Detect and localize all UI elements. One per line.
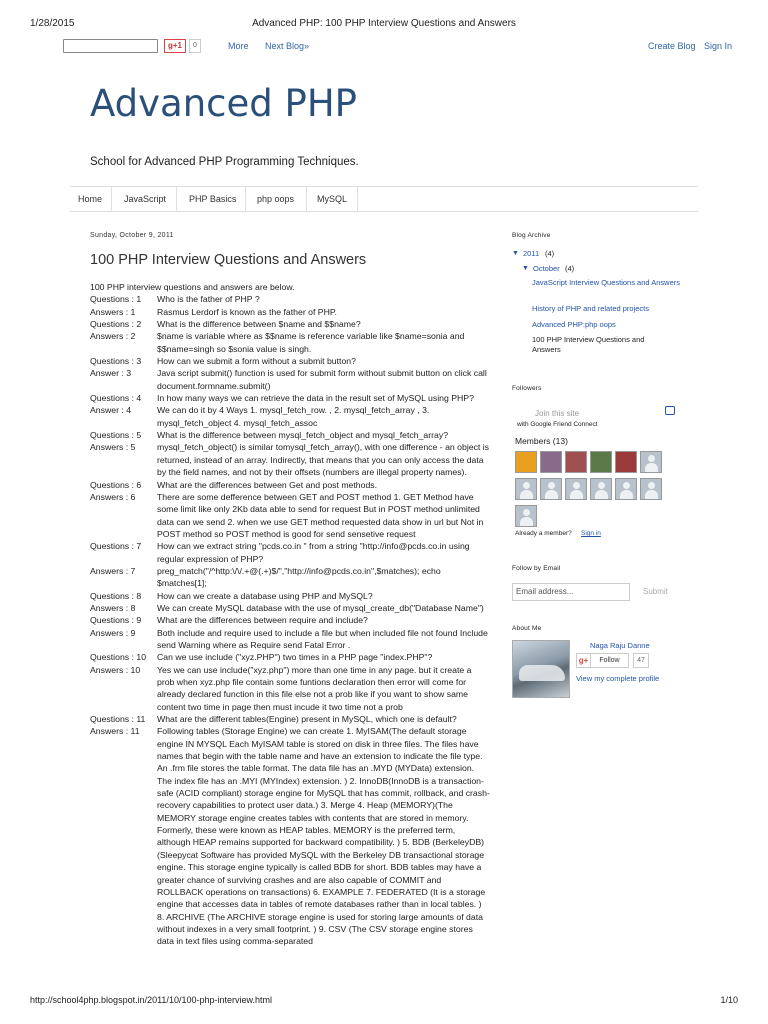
expand-down-icon[interactable]: ▼ <box>522 265 529 272</box>
tab-home[interactable]: Home <box>78 194 103 204</box>
blogger-navbar <box>60 36 740 58</box>
view-profile-link[interactable]: View my complete profile <box>576 674 660 683</box>
qa-row <box>90 614 490 626</box>
qa-row <box>90 565 490 590</box>
member-avatar[interactable] <box>615 478 637 500</box>
author-name-link[interactable]: Naga Raju Danne <box>590 641 650 650</box>
next-blog-link[interactable]: Next Blog» <box>265 41 310 51</box>
blog-description: School for Advanced PHP Programming Techniques. <box>90 156 359 168</box>
post-title[interactable]: 100 PHP Interview Questions and Answers <box>90 252 367 268</box>
qa-label: Questions : 3 <box>90 356 142 367</box>
qa-row <box>90 491 490 540</box>
member-avatar[interactable] <box>515 451 537 473</box>
sign-in-link[interactable]: Sign In <box>704 41 733 51</box>
qa-row <box>90 429 490 441</box>
qa-text: What are the differences between require and include? <box>157 615 368 626</box>
qa-label: Answer : 3 <box>90 368 132 379</box>
qa-label: Answers : 8 <box>90 602 136 613</box>
join-site-link[interactable]: Join this site <box>535 409 580 418</box>
qa-text: There are some defference between GET and POST method 1. GET Method have some limit like only 2Kb data able to send for request But in POST method unlimited data can we send 2. when we use GET method requested data show in url but Not in POST method so POST method is good for send sensetive request <box>157 491 484 539</box>
qa-text: How can we create a database using PHP and MySQL? <box>157 590 373 601</box>
qa-text: preg_match("/^http:\/\/.+@(.+)$/","http://info@pcds.co.in",$matches); echo $matches[1]; <box>157 565 441 589</box>
print-header <box>30 18 738 30</box>
qa-row <box>90 392 490 404</box>
already-member-text: Already a member? <box>515 530 572 537</box>
qa-row <box>90 602 490 614</box>
archive-post-link[interactable]: Advanced PHP:php oops <box>532 320 616 329</box>
archive-post-link[interactable]: History of PHP and related projects <box>532 304 650 313</box>
email-input[interactable]: Email address... <box>512 583 630 601</box>
qa-text: How can we extract string "pcds.co.in " from a string "http://info@pcds.co.in using regular expression of PHP? <box>157 541 470 564</box>
qa-text: $name is variable where as $$name is reference variable like $name=sonia and $$name=singh so $sonia value is singh. <box>157 331 465 354</box>
qa-label: Answers : 2 <box>90 331 136 342</box>
qa-row <box>90 590 490 602</box>
followers-heading: Followers <box>512 385 542 392</box>
archive-month-count: (4) <box>565 264 575 273</box>
page-tabs <box>70 186 698 212</box>
qa-text: Rasmus Lerdorf is known as the father of PHP. <box>157 306 337 317</box>
gplus-one-button[interactable]: g+1 <box>164 39 186 53</box>
qa-label: Questions : 11 <box>90 714 146 725</box>
qa-label: Answers : 10 <box>90 664 141 675</box>
member-avatar[interactable] <box>590 451 612 473</box>
qa-row <box>90 725 490 947</box>
qa-text: How can we submit a form without a submit button? <box>157 356 356 367</box>
qa-label: Answers : 7 <box>90 565 136 576</box>
qa-text: What are the differences between Get and post methods. <box>157 479 378 490</box>
gfc-text: with Google Friend Connect <box>517 421 598 428</box>
follow-email-heading: Follow by Email <box>512 565 561 572</box>
print-url: http://school4php.blogspot.in/2011/10/100-php-interview.html <box>30 995 272 1005</box>
qa-row <box>90 479 490 491</box>
qa-label: Answers : 9 <box>90 627 136 638</box>
qa-row <box>90 330 490 355</box>
blog-title[interactable]: Advanced PHP <box>90 82 357 125</box>
qa-label: Answer : 4 <box>90 405 132 416</box>
author-photo[interactable] <box>512 640 570 698</box>
qa-label: Questions : 9 <box>90 615 142 626</box>
qa-label: Questions : 7 <box>90 541 142 552</box>
member-avatar[interactable] <box>615 451 637 473</box>
post-intro: 100 PHP interview questions and answers are below. <box>90 282 295 292</box>
more-link[interactable]: More <box>228 41 249 51</box>
qa-text: What are the different tables(Engine) present in MySQL, which one is default? <box>157 714 457 725</box>
qa-text: Both include and require used to include a file but when included file not found Include send Warning where as Require send Fatal Error . <box>157 627 488 650</box>
print-date: 1/28/2015 <box>30 18 75 29</box>
submit-button[interactable]: Submit <box>643 587 668 596</box>
qa-row <box>90 441 490 478</box>
qa-label: Questions : 10 <box>90 652 147 663</box>
qa-text: Who is the father of PHP ? <box>157 294 260 305</box>
member-avatar[interactable] <box>540 451 562 473</box>
qa-text: Yes we can use include("xyz.php") more than one time in any page. but it create a prob when xyz.php file contain some funtions declaration then error will come for already declared function in this file else not a prob like if you want to show same content two time in page then must incude it two time not a prob <box>157 664 472 712</box>
print-page-number: 1/10 <box>720 995 738 1005</box>
tab-mysql[interactable]: MySQL <box>317 194 348 204</box>
follow-button[interactable]: Follow <box>591 653 629 668</box>
post-date: Sunday, October 9, 2011 <box>90 232 174 239</box>
qa-row <box>90 318 490 330</box>
qa-label: Questions : 6 <box>90 479 142 490</box>
qa-row <box>90 367 490 392</box>
navbar-search-input[interactable] <box>63 39 158 53</box>
sign-in-link[interactable]: Sign in <box>581 530 601 537</box>
qa-row <box>90 713 490 725</box>
qa-text: Java script submit() function is used for submit form without submit button on click call document.formname.submit() <box>157 368 487 391</box>
qa-text: What is the difference between mysql_fetch_object and mysql_fetch_array? <box>157 430 449 441</box>
qa-label: Questions : 2 <box>90 319 142 330</box>
member-avatar[interactable] <box>565 451 587 473</box>
print-title: Advanced PHP: 100 PHP Interview Questions and Answers <box>252 18 516 29</box>
member-avatar[interactable] <box>640 451 662 473</box>
members-count: Members (13) <box>515 436 568 446</box>
qa-label: Questions : 1 <box>90 294 142 305</box>
qa-label: Answers : 11 <box>90 726 140 737</box>
follow-count: 47 <box>633 653 649 668</box>
qa-row <box>90 306 490 318</box>
archive-post-link[interactable]: JavaScript Interview Questions and Answers <box>532 278 680 287</box>
qa-list <box>90 293 490 947</box>
archive-year-count: (4) <box>545 249 555 258</box>
archive-post-current: 100 PHP Interview Questions and Answers <box>532 335 645 354</box>
popout-icon[interactable] <box>665 406 675 415</box>
qa-label: Questions : 5 <box>90 430 142 441</box>
member-avatar[interactable] <box>640 478 662 500</box>
qa-text: In how many ways we can retrieve the data in the result set of MySQL using PHP? <box>157 393 474 404</box>
member-avatar[interactable] <box>515 478 537 500</box>
qa-label: Answers : 6 <box>90 491 136 502</box>
qa-row <box>90 664 490 713</box>
archive-month[interactable]: October <box>533 264 560 273</box>
qa-text: We can do it by 4 Ways 1. mysql_fetch_row. , 2. mysql_fetch_array , 3. mysql_fetch_object 4. mysql_fetch_assoc <box>157 405 430 428</box>
member-avatar[interactable] <box>590 478 612 500</box>
qa-text: We can create MySQL database with the use of mysql_create_db("Database Name") <box>157 602 484 613</box>
qa-row <box>90 293 490 305</box>
qa-text: Following tables (Storage Engine) we can create 1. MyISAM(The default storage engine IN MYSQL Each MyISAM table is stored on disk in three files. The files have names that begin with the table name and have an extension to indicate the file type. An .frm file stores the table format. The data file has an .MYD (MYData) extension. The index file has an .MYI (MYIndex) extension. ) 2. InnoDB(InnoDB is a transaction-safe (ACID compliant) storage engine for MySQL that has commit, rollback, and crash-recovery capabilities to protect user data.) 3. Merge 4. Heap (MEMORY)(The MEMORY storage engine creates tables with contents that are stored in memory. Formerly, these were known as HEAP tables. MEMORY is the preferred term, although HEAP remains supported for backward compatibility. ) 5. BDB (BerkeleyDB)(Sleepycat Software has provided MySQL with the Berkeley DB transactional storage engine. This storage engine typically is called BDB for short. BDB tables may have a greater chance of surviving crashes and are also capable of COMMIT and ROLLBACK operations on transactions) 6. EXAMPLE 7. FEDERATED (It is a storage engine that accesses data in tables of remote databases rather than in local tables. ) 8. ARCHIVE (The ARCHIVE storage engine is used for storing large amounts of data without indexes in a very small footprint. ) 9. CSV (The CSV storage engine stores data in text files using comma-separated <box>157 726 490 947</box>
qa-text: What is the difference between $name and $$name? <box>157 319 361 330</box>
qa-text: Can we use include ("xyz.PHP") two times in a PHP page "index.PHP"? <box>157 652 433 663</box>
qa-row <box>90 651 490 663</box>
gplus-count: 0 <box>189 39 201 53</box>
qa-label: Questions : 4 <box>90 393 142 404</box>
archive-year[interactable]: 2011 <box>523 249 540 258</box>
expand-down-icon[interactable]: ▼ <box>512 250 519 257</box>
create-blog-link[interactable]: Create Blog <box>648 41 696 51</box>
qa-row <box>90 540 490 565</box>
qa-row <box>90 627 490 652</box>
qa-label: Answers : 5 <box>90 442 136 453</box>
blog-archive-heading: Blog Archive <box>512 232 551 239</box>
gplus-icon: g+ <box>576 653 591 668</box>
tab-javascript[interactable]: JavaScript <box>124 194 167 204</box>
post-body <box>90 281 490 948</box>
about-me-heading: About Me <box>512 625 542 632</box>
qa-label: Questions : 8 <box>90 590 142 601</box>
member-avatar[interactable] <box>565 478 587 500</box>
tab-php-oops[interactable]: php oops <box>257 194 295 204</box>
tab-php-basics[interactable]: PHP Basics <box>189 194 237 204</box>
member-avatar[interactable] <box>515 505 537 527</box>
qa-label: Answers : 1 <box>90 306 136 317</box>
qa-row <box>90 355 490 367</box>
member-avatar[interactable] <box>540 478 562 500</box>
qa-text: mysql_fetch_object() is similar tomysql_fetch_array(), with one difference - an object is returned, instead of an array. Indirectly, that means that you can only access the data by the field names, and not by their offsets (numbers are illegal property names). <box>157 442 490 478</box>
qa-row <box>90 404 490 429</box>
